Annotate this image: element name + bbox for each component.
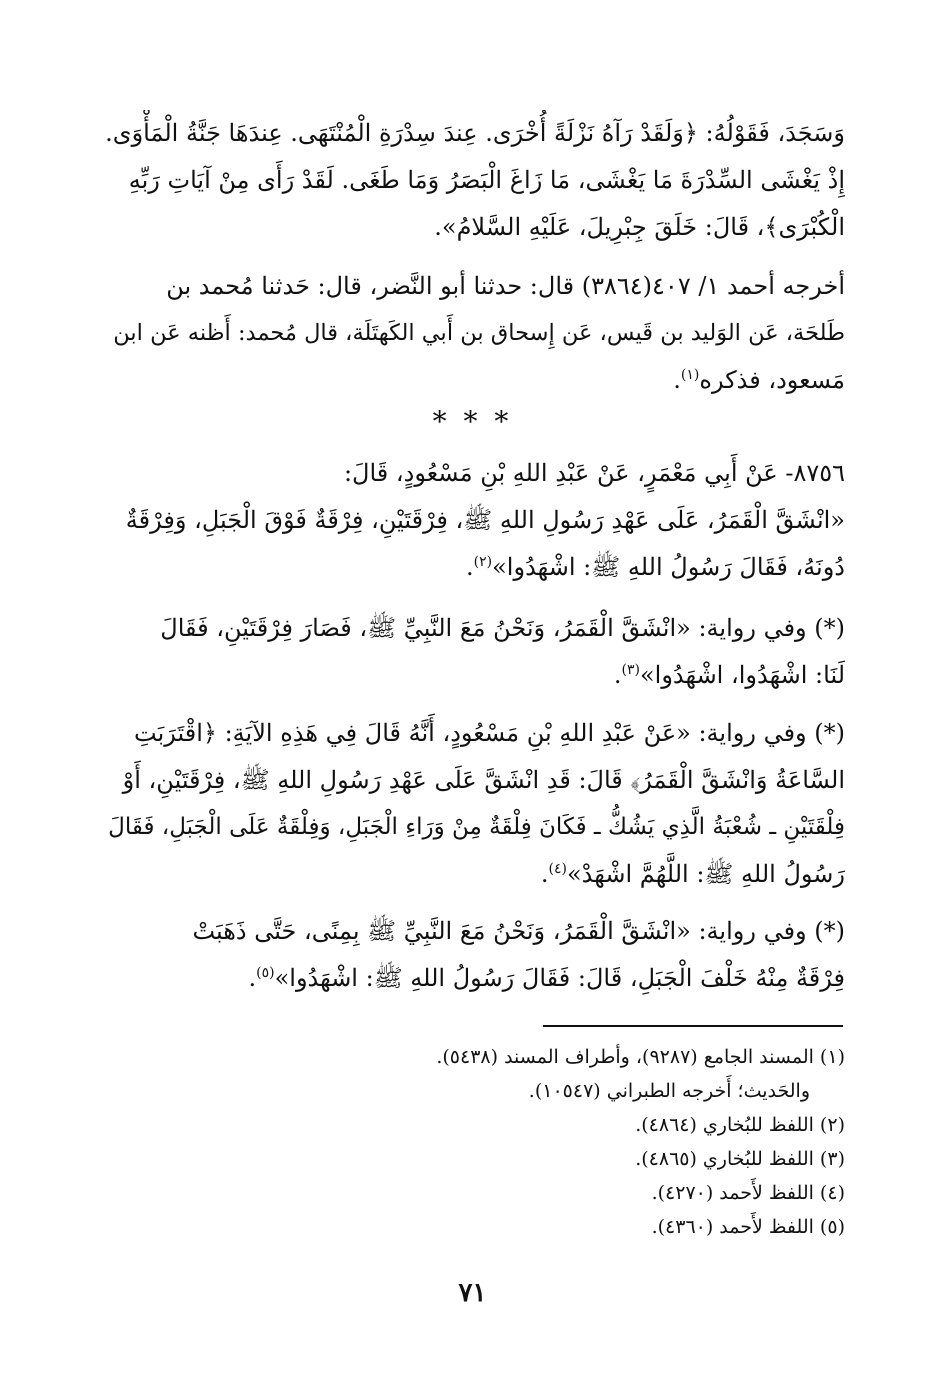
text-line: لَنَا: اشْهَدُوا، اشْهَدُوا»$^{(٣)}$. xyxy=(613,661,845,689)
footnote-ref: (٥) xyxy=(256,965,275,981)
takhrij-paragraph xyxy=(100,263,845,404)
narration-paragraph xyxy=(100,605,845,699)
text-line: دُونَهُ، فَقَالَ رَسُولُ اللهِ ﷺ: اشْهَدُوا»$^{(٢)}$. xyxy=(466,553,845,581)
section-separator: * * * xyxy=(432,405,513,438)
hadith-heading: ٨٧٥٦- عَنْ أَبِي مَعْمَرٍ، عَنْ عَبْدِ اللهِ بْنِ مَسْعُودٍ، قَالَ: xyxy=(343,459,845,487)
text-line: وَسَجَدَ، فَقَوْلُهُ: ﴿وَلَقَدْ رَآهُ نَزْلَةً أُخْرَى. عِندَ سِدْرَةِ الْمُنْتَهَى. عِندَهَا جَنَّةُ الْمَأْوَى. xyxy=(105,119,845,147)
text-line: السَّاعَةُ وَانْشَقَّ الْقَمَرُ﴾ قَالَ: قَدِ انْشَقَّ عَلَى عَهْدِ رَسُولِ اللهِ ﷺ، فِرْقَتَيْنِ، أَوْ xyxy=(122,766,845,794)
text-line: «انْشَقَّ الْقَمَرُ، عَلَى عَهْدِ رَسُولِ اللهِ ﷺ، فِرْقَتَيْنِ، فِرْقَةٌ فَوْقَ الْجَبَلِ، وَفِرْقَةٌ xyxy=(125,506,845,534)
text-line: طَلحَة، عَن الوَليد بن قَيس، عَن إِسحاق بن أَبي الكَهتَلَة، قال مُحمد: أَظنه عَن ابن xyxy=(113,320,845,346)
narration-paragraph xyxy=(100,710,845,898)
quran-quote-paragraph xyxy=(100,110,845,251)
footnote-ref: (٣) xyxy=(621,662,640,678)
footnote-divider xyxy=(543,1025,843,1027)
footnote-ref: (٢) xyxy=(473,554,493,570)
footnote-ref: (٤) xyxy=(548,861,567,877)
page-number: ٧١ xyxy=(458,1278,487,1308)
text-line: فِرْقَةٌ مِنْهُ خَلْفَ الْجَبَلِ، قَالَ: فَقَالَ رَسُولُ اللهِ ﷺ: اشْهَدُوا»$^{(٥)}$. xyxy=(248,964,845,992)
footnote-item: (٣) اللفظ للبُخاري (٤٨٦٥). xyxy=(635,1148,845,1170)
text-line: (*) وفي رواية: «انْشَقَّ الْقَمَرُ، وَنَحْنُ مَعَ النَّبِيِّ ﷺ، فَصَارَ فِرْقَتَيْنِ، فَقَالَ xyxy=(160,614,845,642)
text-line: رَسُولُ اللهِ ﷺ: اللَّهُمَّ اشْهَدْ»$^{(٤)}$. xyxy=(540,860,845,888)
footnote-item: (٤) اللفظ لأَحمد (٤٢٧٠). xyxy=(651,1182,845,1204)
footnotes xyxy=(100,1040,845,1244)
footnote-item: (٢) اللفظ للبُخاري (٤٨٦٤). xyxy=(635,1114,845,1136)
hadith-8756-paragraph xyxy=(100,450,845,591)
footnote-item: (١) المسند الجامع (٩٢٨٧)، وأطراف المسند (٥٤٣٨). xyxy=(436,1046,845,1068)
footnote-item: والحَديث؛ أَخرجه الطبراني (١٠٥٤٧). xyxy=(528,1080,810,1102)
text-line: (*) وفي رواية: «انْشَقَّ الْقَمَرُ، وَنَحْنُ مَعَ النَّبِيِّ ﷺ بِمِنًى، حَتَّى ذَهَبَتْ xyxy=(192,917,845,945)
narration-paragraph xyxy=(100,908,845,1002)
text-line: إِذْ يَغْشَى السِّدْرَةَ مَا يَغْشَى، مَا زَاغَ الْبَصَرُ وَمَا طَغَى. لَقَدْ رَأَى مِنْ آيَاتِ رَبِّهِ xyxy=(128,166,845,194)
text-line: مَسعود، فذكره$^{(١)}$. xyxy=(673,366,845,394)
text-line: أخرجه أحمد ١/ ٤٠٧(٣٨٦٤) قال: حدثنا أبو النَّضر، قال: حَدثنا مُحمد بن xyxy=(166,272,845,300)
footnote-item: (٥) اللفظ لأَحمد (٤٣٦٠). xyxy=(651,1216,845,1238)
footnote-ref: (١) xyxy=(680,367,700,383)
text-line: (*) وفي رواية: «عَنْ عَبْدِ اللهِ بْنِ مَسْعُودٍ، أَنَّهُ قَالَ فِي هَذِهِ الآيَةِ: ﴿اقْتَرَبَتِ xyxy=(134,719,845,747)
text-line: الْكُبْرَى﴾، قَالَ: خَلَقَ جِبْرِيلَ، عَلَيْهِ السَّلامُ». xyxy=(434,213,845,241)
text-line: فِلْقَتَيْنِ ـ شُعْبَةُ الَّذِي يَشُكُّ ـ فَكَانَ فِلْقَةٌ مِنْ وَرَاءِ الْجَبَلِ، وَفِلْقَةٌ عَلَى الْجَبَلِ، فَقَالَ xyxy=(108,814,845,840)
